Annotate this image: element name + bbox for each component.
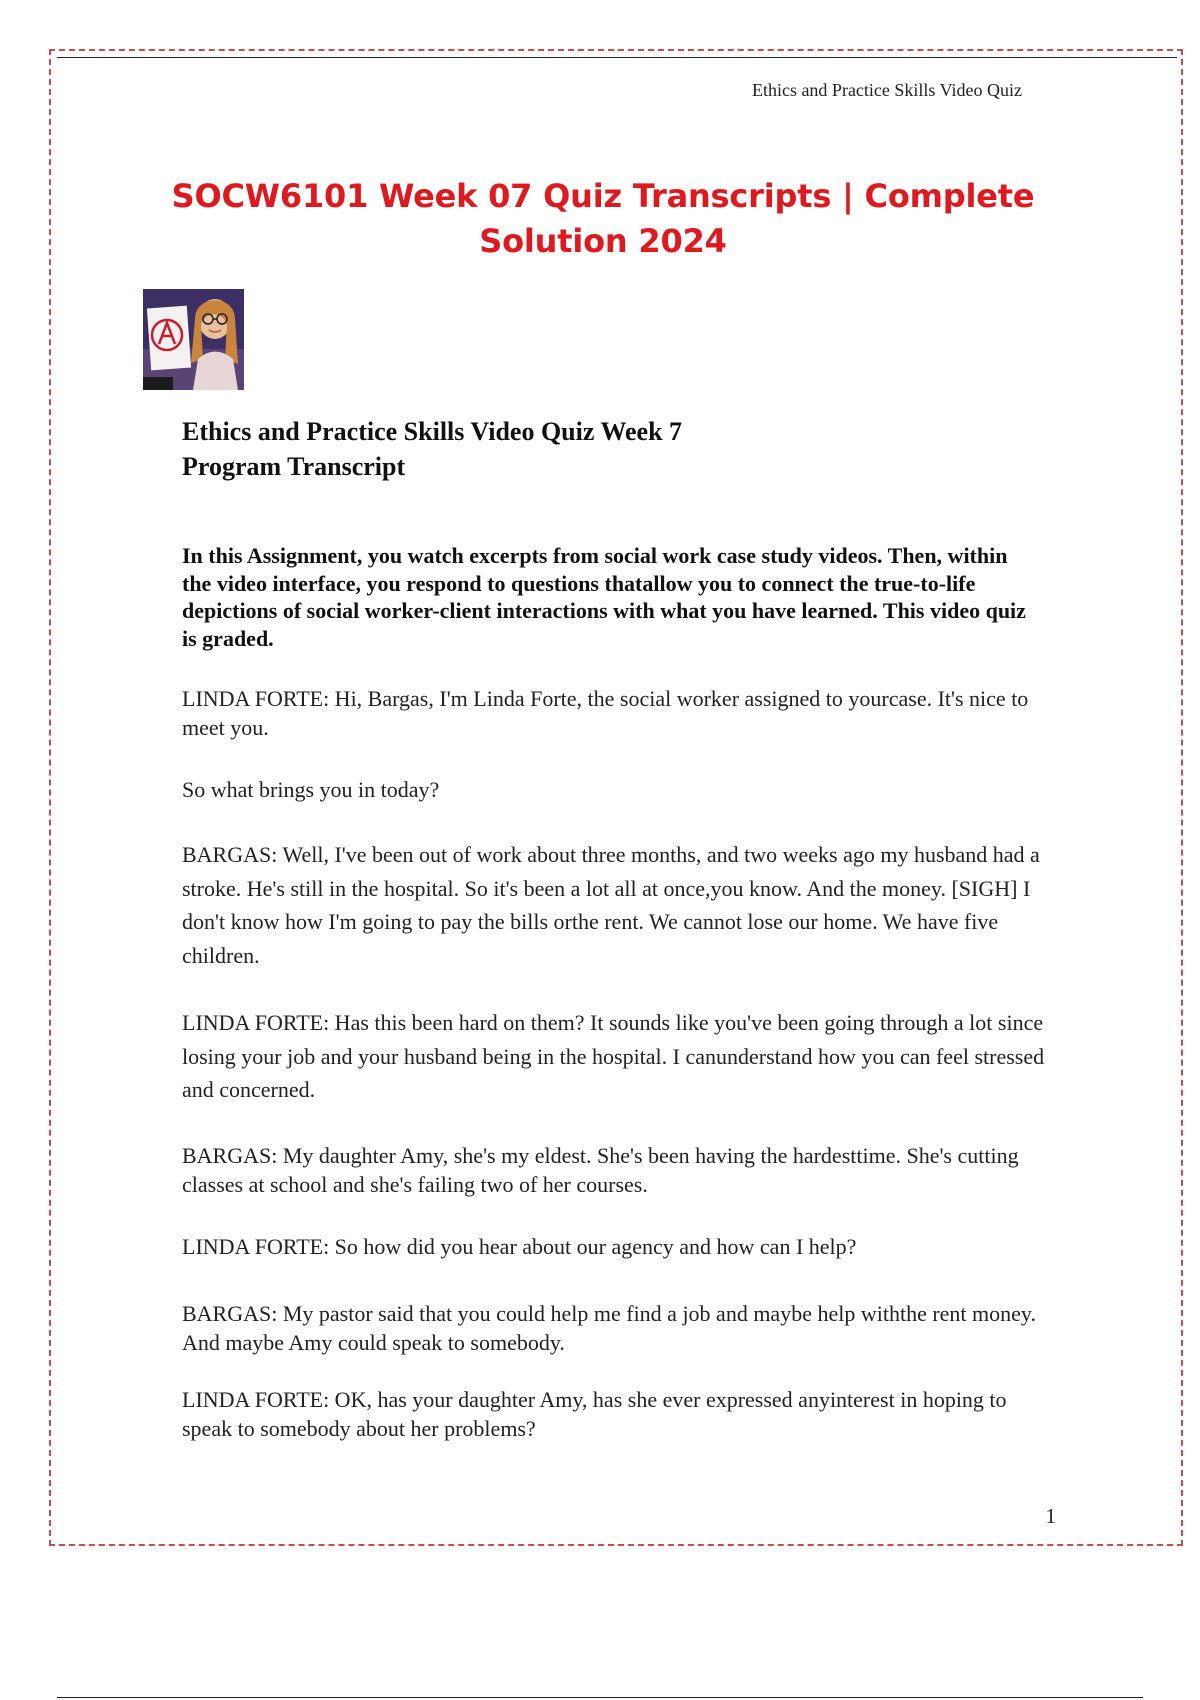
- document-title: SOCW6101 Week 07 Quiz Transcripts | Complete Solution 2024: [171, 177, 1035, 260]
- running-head: Ethics and Practice Skills Video Quiz: [751, 80, 1022, 100]
- next-page-rule: [57, 1697, 1143, 1698]
- dialogue-paragraph: BARGAS: My pastor said that you could help me find a job and maybe help withthe rent money. And maybe Amy could speak to somebody.: [182, 1301, 1036, 1355]
- dialogue-paragraph: LINDA FORTE: So how did you hear about our agency and how can I help?: [182, 1234, 857, 1259]
- dialogue-paragraph: LINDA FORTE: Hi, Bargas, I'm Linda Forte, the social worker assigned to yourcase. It's nice to meet you.: [182, 686, 1029, 740]
- dialogue-paragraph: So what brings you in today?: [182, 777, 440, 802]
- transcript-heading: Ethics and Practice Skills Video Quiz Week 7: [182, 417, 683, 446]
- header-rule: [57, 57, 1177, 58]
- dialogue-paragraph: LINDA FORTE: OK, has your daughter Amy, has she ever expressed anyinterest in hoping to speak to somebody about her problems?: [182, 1387, 1007, 1441]
- dialogue-paragraph: BARGAS: Well, I've been out of work about three months, and two weeks ago my husband had a stroke. He's still in the hospital. So it's been a lot all at once,you know. And the money. [SIGH] I don't know how I'm going to pay the bills orthe rent. We cannot lose our home. We have five children.: [182, 842, 1040, 968]
- dialogue-paragraph: BARGAS: My daughter Amy, she's my eldest. She's been having the hardesttime. She's cutting classes at school and she's failing two of her courses.: [182, 1143, 1019, 1197]
- page-number: 1: [1045, 1504, 1056, 1528]
- assignment-intro: In this Assignment, you watch excerpts from social work case study videos. Then, within the video interface, you respond to questions thatallow you to connect the true-to-life depictions of social worker-client interactions with what you have learned. This video quiz is graded.: [182, 543, 1026, 651]
- student-photo-icon: [143, 289, 244, 390]
- transcript-subheading: Program Transcript: [182, 452, 406, 481]
- dialogue-paragraph: LINDA FORTE: Has this been hard on them? It sounds like you've been going through a lot since losing your job and your husband being in the hospital. I canunderstand how you can feel stressed and concerned.: [182, 1010, 1045, 1102]
